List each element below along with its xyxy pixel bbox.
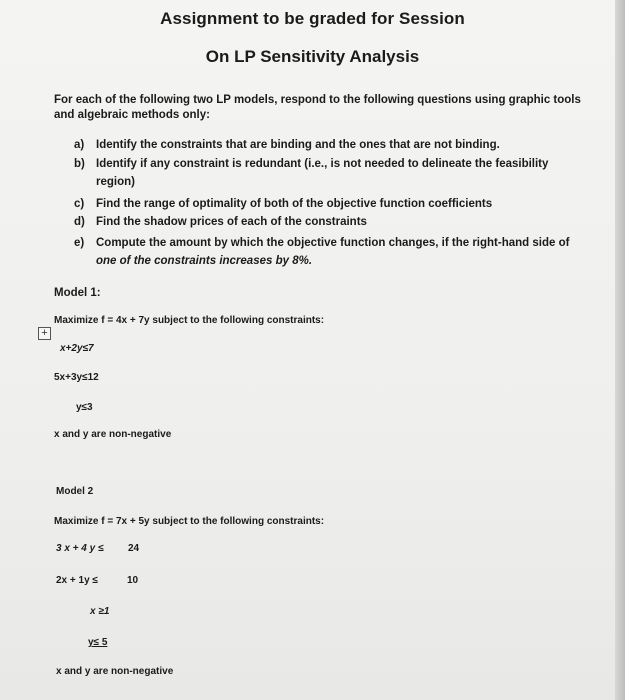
model2-constraint-1-rhs: 24 [128, 543, 140, 554]
plus-box-icon[interactable]: + [38, 327, 51, 340]
question-e-label: e) [74, 237, 85, 249]
question-b-label: b) [74, 158, 85, 170]
model2-constraint-2-lhs: 2x + 1y ≤ [56, 575, 98, 586]
question-e-text-cont: one of the constraints increases by 8%. [96, 255, 313, 267]
page-edge-shadow [615, 0, 625, 700]
question-e-text: Compute the amount by which the objective function changes, if the right-hand side of [96, 237, 570, 249]
model2-objective: Maximize f = 7x + 5y subject to the following constraints: [54, 516, 325, 527]
question-b-text: Identify if any constraint is redundant (i.e., is not needed to delineate the feasibility [96, 158, 549, 170]
question-a-text: Identify the constraints that are binding and the ones that are not binding. [96, 139, 500, 151]
question-a-label: a) [74, 139, 85, 151]
model1-objective: Maximize f = 4x + 7y subject to the following constraints: [54, 315, 325, 326]
question-b-text-cont: region) [96, 176, 135, 188]
model2-constraint-2-rhs: 10 [127, 575, 139, 586]
model2-nonneg: x and y are non-negative [56, 666, 174, 677]
question-c-label: c) [74, 198, 85, 210]
model1-constraint-3: y≤3 [76, 402, 93, 413]
model1-constraint-2: 5x+3y≤12 [54, 372, 99, 383]
question-c-text: Find the range of optimality of both of the objective function coefficients [96, 198, 493, 210]
intro-line-1: For each of the following two LP models, respond to the following questions using graphic tools [54, 94, 581, 106]
page-title: Assignment to be graded for Session [160, 9, 465, 28]
model1-constraint-1: x+2y≤7 [60, 343, 94, 354]
model2-constraint-4: y≤ 5 [88, 637, 108, 648]
model2-constraint-3: x ≥1 [90, 606, 110, 617]
model2-constraint-1-lhs: 3 x + 4 y ≤ [56, 543, 104, 554]
intro-line-2: and algebraic methods only: [54, 109, 210, 121]
question-d-label: d) [74, 216, 85, 228]
model1-nonneg: x and y are non-negative [54, 429, 172, 440]
question-d-text: Find the shadow prices of each of the constraints [96, 216, 367, 228]
model2-heading: Model 2 [56, 486, 94, 497]
model1-heading: Model 1: [54, 287, 101, 299]
page-subtitle: On LP Sensitivity Analysis [205, 47, 420, 66]
